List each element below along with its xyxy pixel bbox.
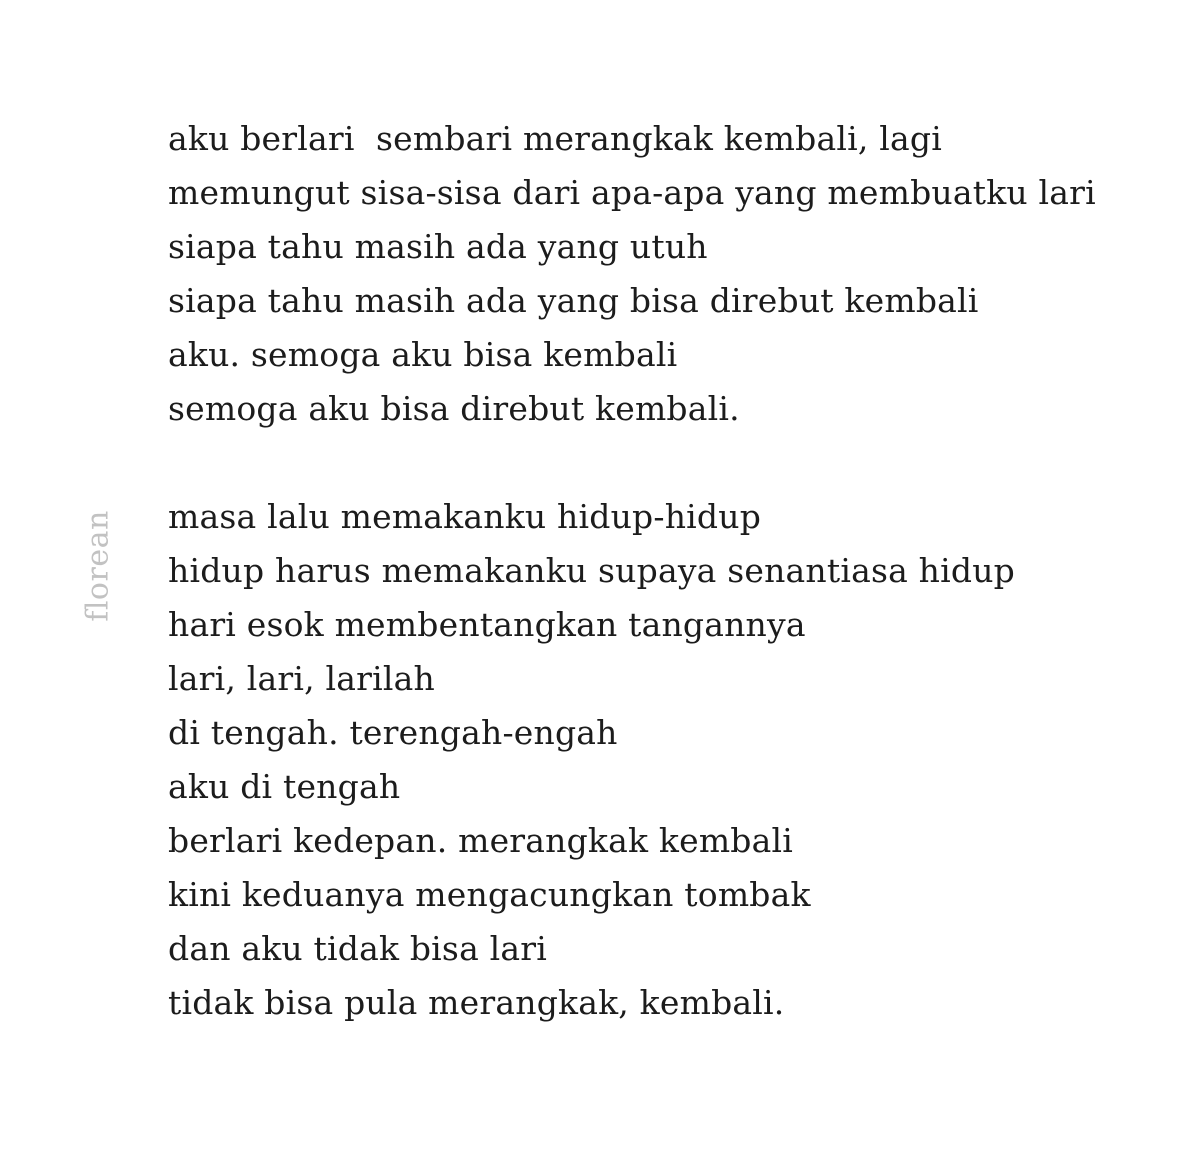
poem	[168, 112, 1168, 1030]
poem-line: aku. semoga aku bisa kembali	[168, 335, 678, 374]
poem-line: siapa tahu masih ada yang bisa direbut kembali	[168, 281, 979, 320]
stanza-2	[168, 490, 1168, 1030]
author-signature: florean	[80, 510, 116, 622]
poem-line: lari, lari, larilah	[168, 659, 435, 698]
poem-line: hidup harus memakanku supaya senantiasa hidup	[168, 551, 1015, 590]
poem-line: berlari kedepan. merangkak kembali	[168, 821, 794, 860]
poem-line: siapa tahu masih ada yang utuh	[168, 227, 708, 266]
poem-line: di tengah. terengah-engah	[168, 713, 618, 752]
stanza-1	[168, 112, 1168, 436]
poem-line: semoga aku bisa direbut kembali.	[168, 389, 740, 428]
poem-line: tidak bisa pula merangkak, kembali.	[168, 983, 785, 1022]
poem-line: memungut sisa-sisa dari apa-apa yang membuatku lari	[168, 173, 1096, 212]
poem-line: hari esok membentangkan tangannya	[168, 605, 806, 644]
poem-line: aku di tengah	[168, 767, 401, 806]
poem-line: kini keduanya mengacungkan tombak	[168, 875, 811, 914]
poem-line: masa lalu memakanku hidup-hidup	[168, 497, 762, 536]
poem-line: dan aku tidak bisa lari	[168, 929, 547, 968]
poem-line: aku berlari sembari merangkak kembali, lagi	[168, 119, 942, 158]
